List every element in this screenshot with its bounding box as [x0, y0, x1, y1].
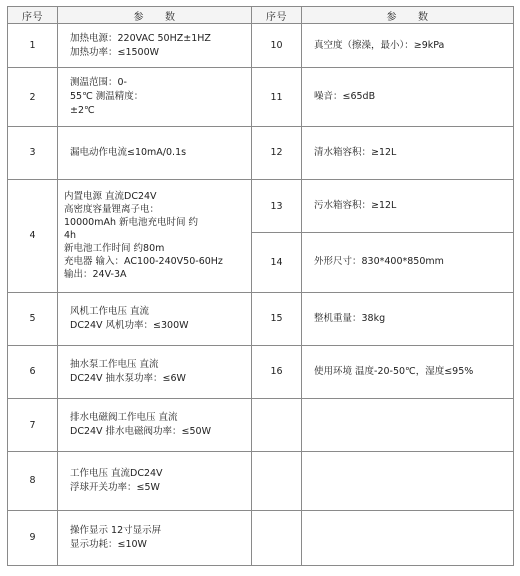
table-row: [8, 126, 514, 179]
empty-cell: [302, 399, 514, 452]
row-number: 8: [8, 452, 58, 510]
param-cell: 内置电源 直流DC24V 高密度容量锂离子电： 10000mAh 新电池充电时间 约 4h 新电池工作时间 约80m 充电器 输入：AC100-240V50-60Hz 输出：24V-3A: [58, 179, 252, 292]
row-number: 14: [252, 233, 302, 292]
table-row: [8, 179, 514, 232]
row-number: 6: [8, 345, 58, 398]
row-number: 7: [8, 399, 58, 452]
row-number: 5: [8, 292, 58, 345]
row-number: 2: [8, 68, 58, 126]
header-param-left: 参 数: [58, 7, 252, 24]
empty-cell: [252, 452, 302, 510]
param-cell: 测温范围：0- 55℃ 测温精度： ±2℃: [58, 68, 252, 126]
table-row: [8, 452, 514, 510]
row-number: 12: [252, 126, 302, 179]
row-number: 10: [252, 24, 302, 68]
row-number: 15: [252, 292, 302, 345]
param-cell: 污水箱容积：≥12L: [302, 179, 514, 232]
param-cell: 真空度（擦澡，最小）：≥9kPa: [302, 24, 514, 68]
empty-cell: [252, 399, 302, 452]
table-row: [8, 68, 514, 126]
row-number: 9: [8, 510, 58, 565]
row-number: 16: [252, 345, 302, 398]
row-number: 3: [8, 126, 58, 179]
param-cell: 噪音：≤65dB: [302, 68, 514, 126]
table-row: [8, 292, 514, 345]
table-row: [8, 510, 514, 565]
param-cell: 整机重量：38kg: [302, 292, 514, 345]
param-cell: 加热电源：220VAC 50HZ±1HZ 加热功率：≤1500W: [58, 24, 252, 68]
param-cell: 操作显示 12寸显示屏 显示功耗：≤10W: [58, 510, 252, 565]
param-cell: 清水箱容积：≥12L: [302, 126, 514, 179]
table-row: [8, 399, 514, 452]
row-number: 4: [8, 179, 58, 292]
header-no-right: 序号: [252, 7, 302, 24]
param-cell: 外形尺寸：830*400*850mm: [302, 233, 514, 292]
row-number: 1: [8, 24, 58, 68]
spec-table: [7, 6, 514, 566]
param-cell: 抽水泵工作电压 直流 DC24V 抽水泵功率：≤6W: [58, 345, 252, 398]
row-number: 11: [252, 68, 302, 126]
param-cell: 使用环境 温度-20-50℃，湿度≤95%: [302, 345, 514, 398]
empty-cell: [252, 510, 302, 565]
table-row: [8, 24, 514, 68]
param-cell: 风机工作电压 直流 DC24V 风机功率：≤300W: [58, 292, 252, 345]
header-no-left: 序号: [8, 7, 58, 24]
header-param-right: 参 数: [302, 7, 514, 24]
row-number: 13: [252, 179, 302, 232]
param-cell: 工作电压 直流DC24V 浮球开关功率：≤5W: [58, 452, 252, 510]
empty-cell: [302, 510, 514, 565]
param-cell: 漏电动作电流≤10mA/0.1s: [58, 126, 252, 179]
table-row: [8, 345, 514, 398]
table-header-row: [8, 7, 514, 24]
param-cell: 排水电磁阀工作电压 直流 DC24V 排水电磁阀功率：≤50W: [58, 399, 252, 452]
empty-cell: [302, 452, 514, 510]
